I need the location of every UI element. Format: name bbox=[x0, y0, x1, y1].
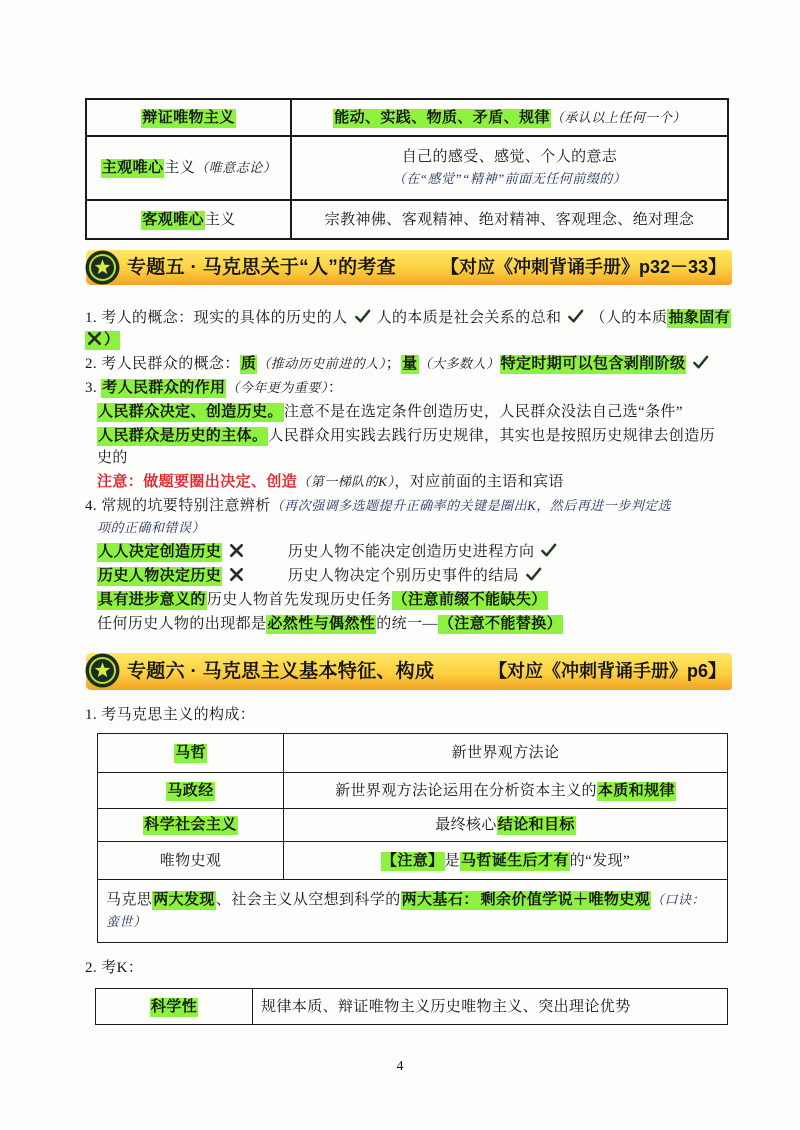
desc-text: 是 bbox=[444, 852, 460, 869]
item1-note-highlight: 抽象固有 bbox=[668, 310, 731, 326]
item3-line bbox=[85, 377, 343, 399]
pair-row bbox=[97, 565, 548, 587]
topic6-banner bbox=[86, 653, 732, 690]
pair-row bbox=[97, 541, 563, 563]
desc-cell bbox=[284, 773, 728, 809]
term-cell bbox=[98, 842, 284, 880]
unity-tail: 的统一— bbox=[376, 616, 438, 632]
point2-text: 人民群众用实践去践行历史规律，其实也是按照历史规律去创造历 bbox=[268, 428, 716, 444]
term-scientific-socialism: 科学社会主义 bbox=[144, 817, 237, 833]
term-scientific: 科学性 bbox=[150, 998, 198, 1015]
summary-discoveries: 两大发现 bbox=[153, 892, 215, 908]
desc-cell bbox=[284, 842, 728, 880]
item3-point2 bbox=[97, 425, 715, 447]
summary-line-wrap bbox=[106, 911, 721, 933]
item1-essence: 人的本质是社会关系的总和 bbox=[376, 310, 562, 326]
right-claim: 历史人物不能决定创造历史进程方向 bbox=[288, 544, 535, 560]
pair-wrong bbox=[97, 541, 288, 563]
k-label-text: 2. 考K： bbox=[85, 960, 144, 976]
item1-label: 1. 考人的概念：现实的具体的历史的人 bbox=[85, 310, 348, 326]
pair-right bbox=[288, 544, 563, 560]
tip-note: （第一梯队的K） bbox=[297, 474, 395, 489]
item2-label: 2. 考人民群众的概念： bbox=[85, 356, 240, 372]
desc-note: （承认以上任何一个） bbox=[550, 109, 686, 125]
check-icon bbox=[567, 308, 584, 325]
k-table bbox=[95, 988, 728, 1025]
summary-cornerstones: 两大基石： bbox=[401, 892, 479, 908]
term-cell bbox=[86, 99, 291, 136]
term-cell bbox=[98, 773, 284, 809]
progress-line bbox=[97, 589, 548, 611]
unity-line bbox=[97, 613, 563, 635]
item3-heading: 考人民群众的作用 bbox=[102, 380, 226, 396]
desc-cell bbox=[291, 136, 728, 200]
term-note: （唯意志论） bbox=[195, 160, 277, 175]
cross-icon bbox=[86, 330, 103, 347]
desc-cell bbox=[284, 809, 728, 842]
summary-mnemonic: （口诀： bbox=[651, 892, 706, 907]
item2-quantity: 量 bbox=[402, 356, 418, 372]
table-row bbox=[98, 842, 728, 880]
composition-label-text: 1. 考马克思主义的构成： bbox=[85, 707, 256, 723]
summary-mnemonic-wrap: 蛮世） bbox=[106, 914, 147, 929]
item2-quantity-note: （大多数人） bbox=[418, 356, 500, 371]
progress-note: （注意前缀不能缺失） bbox=[392, 592, 547, 608]
wrong-claim: 历史人物决定历史 bbox=[98, 568, 222, 584]
term-political-economy: 马政经 bbox=[167, 782, 214, 799]
desc-highlight: 结论和目标 bbox=[497, 817, 575, 833]
term-historical-materialism: 唯物史观 bbox=[159, 852, 222, 869]
item1-note-close: ） bbox=[104, 332, 120, 348]
desc-text: 新世界观方法论运用在分析资本主义的 bbox=[335, 782, 597, 799]
item1-line bbox=[85, 307, 731, 329]
item1-wrong-mark bbox=[85, 331, 120, 350]
term-cell bbox=[86, 136, 291, 200]
term-cell bbox=[98, 734, 284, 773]
table-row bbox=[96, 989, 728, 1025]
desc-cell bbox=[291, 200, 728, 239]
term-cell bbox=[86, 200, 291, 239]
table-row bbox=[86, 200, 728, 239]
item2-quality: 质 bbox=[240, 356, 257, 372]
cross-icon bbox=[228, 542, 245, 559]
term-subjective-idealism: 主观唯心 bbox=[101, 160, 164, 176]
summary-cell bbox=[98, 880, 728, 943]
desc-cell bbox=[291, 99, 728, 136]
desc-text: 最终核心 bbox=[435, 817, 497, 833]
item4-note-wrap bbox=[97, 517, 205, 539]
term-objective-idealism: 客观唯心 bbox=[142, 211, 204, 228]
right-claim: 历史人物决定个别历史事件的结局 bbox=[288, 568, 520, 584]
topic5-reference: 【对应《冲刺背诵手册》p32－33】 bbox=[440, 257, 726, 277]
progress-highlight: 具有进步意义的 bbox=[98, 592, 206, 608]
pair-right bbox=[288, 568, 548, 584]
item3-number: 3. bbox=[85, 380, 102, 396]
summary-lead: 马克思 bbox=[106, 892, 153, 908]
term-cell bbox=[98, 809, 284, 842]
item1-wrap-line bbox=[85, 329, 120, 351]
unity-note: （注意不能替换） bbox=[438, 616, 563, 632]
item3-tip bbox=[97, 471, 564, 493]
item4-line bbox=[85, 495, 671, 517]
item4-note: （再次强调多选题提升正确率的关键是圈出K，然后再进一步判定选 bbox=[270, 498, 672, 513]
desc-text: 规律本质、辩证唯物主义历史唯物主义、突出理论优势 bbox=[261, 998, 631, 1015]
check-icon bbox=[525, 566, 542, 583]
term-philosophy: 马哲 bbox=[175, 745, 206, 761]
check-icon bbox=[540, 542, 557, 559]
star-badge-icon bbox=[84, 652, 121, 689]
desc-highlight: 本质和规律 bbox=[597, 782, 675, 799]
composition-label bbox=[85, 704, 255, 726]
topic6-reference: 【对应《冲刺背诵手册》p6】 bbox=[488, 661, 726, 681]
idealism-table bbox=[85, 98, 729, 240]
item2-line bbox=[85, 353, 715, 375]
star-badge-icon bbox=[84, 249, 121, 286]
desc-note: （在“感觉”“精神”前面无任何前缀的） bbox=[392, 171, 627, 186]
item3-colon: ： bbox=[327, 380, 344, 396]
item3-point2-wrap bbox=[97, 447, 128, 469]
item1-note-open: （人的本质 bbox=[590, 310, 668, 326]
summary-middle: 、社会主义从空想到科学的 bbox=[215, 892, 401, 908]
pair-wrong bbox=[97, 565, 288, 587]
table-row bbox=[98, 773, 728, 809]
term-suffix: 主义 bbox=[164, 160, 196, 176]
item2-quality-note: （推动历史前进的人） bbox=[257, 356, 386, 371]
table-row bbox=[98, 880, 728, 943]
topic5-banner bbox=[86, 250, 732, 285]
item3-heading-note: （今年更为重要） bbox=[226, 380, 328, 395]
cross-icon bbox=[228, 566, 245, 583]
table-row bbox=[86, 99, 728, 136]
desc-text: 新世界观方法论 bbox=[451, 745, 560, 761]
table-row bbox=[98, 734, 728, 773]
topic5-title: 专题五 · 马克思关于“人”的考查 bbox=[127, 257, 396, 278]
point1-text: 注意不是在选定条件创造历史，人民群众没法自己选“条件” bbox=[283, 404, 683, 420]
desc-highlight: 马哲诞生后才有 bbox=[460, 852, 569, 869]
unity-text: 任何历史人物的出现都是 bbox=[97, 616, 267, 632]
item4-label: 4. 常规的坑要特别注意辨析 bbox=[85, 498, 271, 514]
term-suffix: 主义 bbox=[204, 211, 236, 228]
term-dialectical-materialism: 辩证唯物主义 bbox=[142, 109, 235, 126]
wrong-claim: 人人决定创造历史 bbox=[98, 544, 222, 560]
desc-tag: 【注意】 bbox=[381, 852, 444, 869]
point1-highlight: 人民群众决定、创造历史。 bbox=[98, 404, 283, 420]
desc-cell bbox=[253, 989, 728, 1025]
desc-highlight: 能动、实践、物质、矛盾、规律 bbox=[334, 109, 550, 126]
desc-text: 宗教神佛、客观精神、绝对精神、客观理念、绝对理念 bbox=[324, 211, 695, 228]
point2-wrap-text: 史的 bbox=[97, 450, 128, 466]
check-icon bbox=[354, 308, 371, 325]
table-row bbox=[86, 136, 728, 200]
term-cell bbox=[96, 989, 253, 1025]
item3-point1 bbox=[97, 401, 683, 423]
desc-tail: 的“发现” bbox=[569, 852, 631, 869]
item2-exploiting-class: 特定时期可以包含剥削阶级 bbox=[500, 356, 686, 372]
item4-note-wrap-text: 项的正确和错误） bbox=[97, 520, 206, 535]
progress-text: 历史人物首先发现历史任务 bbox=[206, 592, 392, 608]
desc-cell bbox=[284, 734, 728, 773]
k-label bbox=[85, 957, 143, 979]
tip-text: ，对应前面的主语和宾语 bbox=[394, 474, 564, 490]
unity-highlight: 必然性与偶然性 bbox=[267, 616, 376, 632]
summary-theories: 剩余价值学说＋唯物史观 bbox=[480, 892, 651, 908]
summary-line bbox=[106, 889, 721, 911]
topic6-title: 专题六 · 马克思主义基本特征、构成 bbox=[127, 661, 435, 682]
page-number: 4 bbox=[396, 1059, 404, 1074]
tip-red-text: 注意：做题要圈出决定、创造 bbox=[97, 474, 298, 490]
check-icon bbox=[692, 354, 709, 371]
table-row bbox=[98, 809, 728, 842]
point2-highlight: 人民群众是历史的主体。 bbox=[98, 428, 268, 444]
composition-table bbox=[97, 733, 728, 943]
desc-text: 自己的感受、感觉、个人的意志 bbox=[401, 149, 618, 165]
item2-separator: ； bbox=[385, 356, 402, 372]
